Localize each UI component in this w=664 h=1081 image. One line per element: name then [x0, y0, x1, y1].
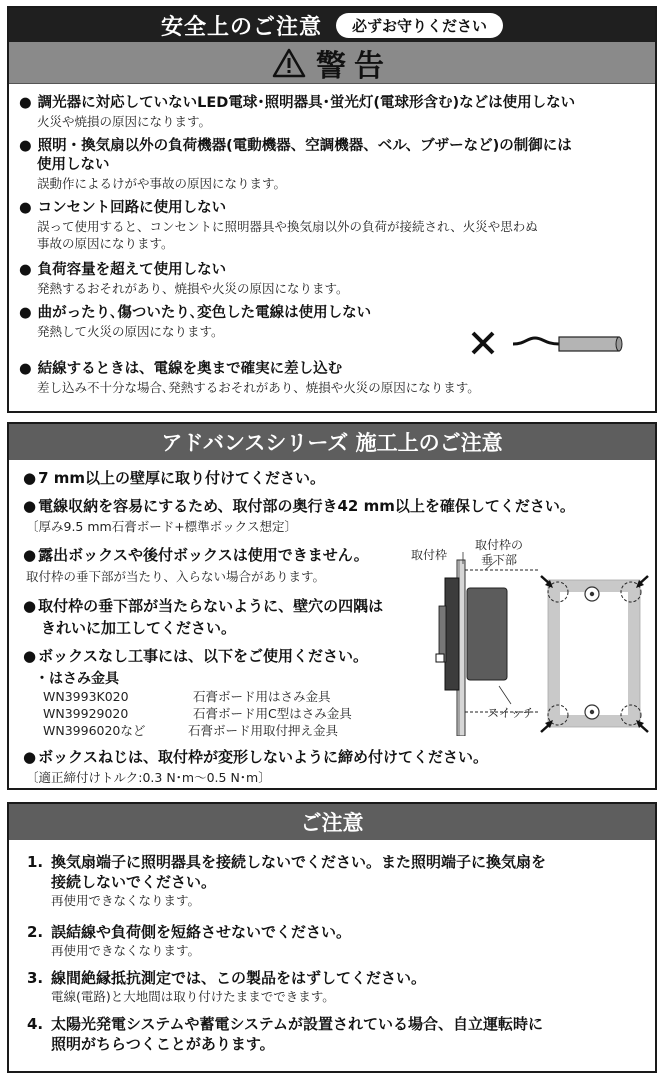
switch-label: スイッチ	[487, 706, 535, 720]
parts-row	[43, 722, 352, 739]
caution-desc: 電線(電路)と大地間は取り付けたままでできます。	[51, 989, 335, 1004]
part-code: WN3993K020	[43, 689, 129, 704]
frame-label: 取付枠	[411, 548, 448, 562]
safety-item-desc: 発熱するおそれがあり、焼損や火災の原因になります。	[37, 281, 349, 296]
safety-title: 安全上のご注意	[160, 14, 322, 40]
safety-item	[19, 360, 647, 396]
safety-item-desc: 火災や焼損の原因になります。	[37, 114, 212, 129]
safety-item-desc: 発熱して火災の原因になります。	[37, 324, 224, 339]
safety-item	[19, 261, 647, 297]
safety-item-heading: ● 結線するときは、電線を奥まで確実に差し込む	[19, 360, 647, 379]
caution-item	[27, 1014, 643, 1054]
parts-row	[43, 688, 352, 705]
caution-number: 1.	[27, 853, 44, 871]
advance-item: ● ボックスねじは、取付枠が変形しないように締め付けてください。	[23, 747, 488, 767]
safety-header	[9, 8, 655, 42]
advance-title: アドバンスシリーズ 施工上のご注意	[9, 424, 655, 460]
safety-item-heading: ● 負荷容量を超えて使用しない	[19, 261, 647, 280]
caution-heading: 誤結線や負荷側を短絡させないでください。	[51, 923, 352, 941]
prohibited-x-icon	[473, 333, 493, 353]
parts-list	[43, 688, 352, 739]
caution-heading-cont: 照明がちらつくことがあります。	[51, 1035, 275, 1053]
safety-item-desc: 誤動作によるけがや事故の原因になります。	[37, 176, 287, 191]
caution-heading: 換気扇端子に照明器具を接続しないでください。また照明端子に換気扇を	[51, 853, 547, 871]
warning-label: 警告	[316, 48, 392, 84]
safety-item-desc: 誤って使用すると、コンセントに照明器具や換気扇以外の負荷が接続され、火災や思わぬ	[37, 219, 538, 234]
part-name: 石膏ボード用取付押え金具	[188, 723, 339, 738]
advance-series-section	[7, 422, 657, 790]
caution-item	[27, 922, 643, 959]
advance-item: ● 7 mm以上の壁厚に取り付けてください。	[23, 468, 325, 488]
caution-number: 4.	[27, 1015, 44, 1033]
advance-item: ● ボックスなし工事には、以下をご使用ください。	[23, 646, 368, 666]
safety-item-heading: ● 調光器に対応していないLED電球･照明器具･蛍光灯(電球形含む)などは使用しない	[19, 94, 647, 113]
warning-bar	[9, 42, 655, 84]
caution-heading-cont: 接続しないでください。	[51, 873, 217, 891]
mounting-frame-diagram	[419, 536, 651, 736]
part-name: 石膏ボード用はさみ金具	[193, 689, 331, 704]
advance-item: ● 露出ボックスや後付ボックスは使用できません。	[23, 545, 369, 565]
caution-section	[7, 802, 657, 1073]
caution-number: 2.	[27, 923, 44, 941]
safety-item-heading-cont: 使用しない	[37, 157, 110, 173]
caution-item	[27, 852, 643, 909]
safety-item-heading: ● 曲がったり､傷ついたり､変色した電線は使用しない	[19, 304, 647, 323]
advance-item: ● 取付枠の垂下部が当たらないように、壁穴の四隅は	[23, 596, 383, 616]
caution-heading: 線間絶縁抵抗測定では、この製品をはずしてください。	[51, 969, 427, 987]
frame-drop-label: 垂下部	[481, 553, 518, 567]
must-follow-badge: 必ずお守りください	[336, 13, 503, 38]
safety-section	[7, 6, 657, 413]
frame-drop-label: 取付枠の	[475, 538, 524, 552]
part-code: WN3996020など	[43, 723, 146, 738]
part-code: WN39929020	[43, 706, 129, 721]
safety-item-desc: 事故の原因になります。	[37, 236, 174, 251]
caution-item	[27, 968, 643, 1005]
advance-item-cont: きれいに加工してください。	[41, 619, 237, 637]
safety-item	[19, 137, 647, 192]
advance-note: 取付枠の垂下部が当たり、入らない場合があります。	[26, 569, 326, 584]
advance-item: ● 電線収納を容易にするため、取付部の奥行き42 mm以上を確保してください。	[23, 496, 575, 516]
warning-triangle-icon	[272, 48, 306, 78]
part-name: 石膏ボード用C型はさみ金具	[193, 706, 352, 721]
parts-row	[43, 705, 352, 722]
caution-title: ご注意	[9, 804, 655, 840]
caution-desc: 再使用できなくなります。	[51, 893, 201, 908]
safety-item-heading: ● コンセント回路に使用しない	[19, 199, 647, 218]
safety-item-desc: 差し込み不十分な場合､発熱するおそれがあり、焼損や火災の原因になります。	[37, 380, 480, 395]
damaged-wire-illustration	[469, 328, 629, 358]
safety-item	[19, 94, 647, 130]
safety-item	[19, 199, 647, 252]
advance-note: 〔適正締付けトルク:0.3 N･m～0.5 N･m〕	[26, 770, 271, 785]
caution-desc: 再使用できなくなります。	[51, 943, 201, 958]
advance-note: 〔厚み9.5 mm石膏ボード+標準ボックス想定〕	[26, 519, 298, 534]
caution-heading: 太陽光発電システムや蓄電システムが設置されている場合、自立運転時に	[51, 1015, 544, 1033]
caution-number: 3.	[27, 969, 44, 987]
clamp-subheading: ・はさみ金具	[35, 671, 119, 687]
safety-item-heading: ● 照明・換気扇以外の負荷機器(電動機器、空調機器、ベル、ブザーなど)の制御には	[19, 137, 647, 156]
